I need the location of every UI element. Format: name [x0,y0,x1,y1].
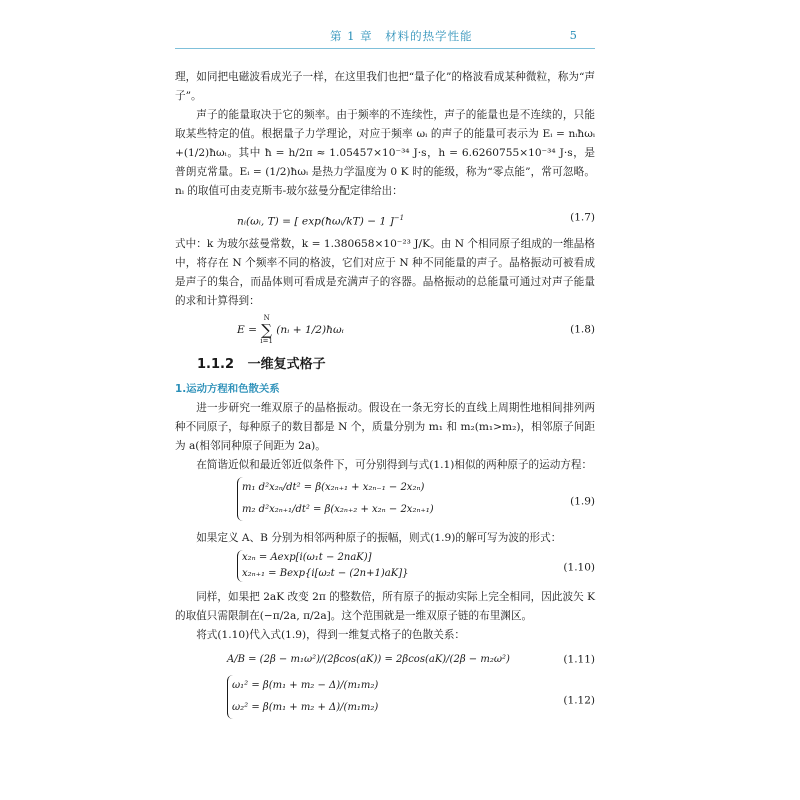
eq-1-12-number: (1.12) [563,694,595,707]
paragraph-1: 理，如同把电磁波看成光子一样，在这里我们也把“量子化”的格波看成某种微粒，称为“声子”。 [175,71,595,102]
chapter-title: 第 1 章 材料的热学性能 [330,29,473,43]
paragraph-7: 同样，如果把 2aK 改变 2π 的整数倍，所有原子的振动实际上完全相同，因此波矢 K 的取值只需限制在(−π/2a, π/2a]。这个范围就是一维双原子链的布里渊区。 [175,591,595,622]
eq-1-11-text: A/B = (2β − m₁ω²)/(2βcos(aK)) = 2βcos(aK)/(2β − m₂ω²) [227,654,510,665]
eq-1-10-row-2: x₂ₙ₊₁ = Bexp{i[ω₂t − (2n+1)aK]} [242,568,409,579]
eq-1-12-row-2: ω₂² = β(m₁ + m₂ + Δ)/(m₁m₂) [232,702,379,713]
eq-1-7-number: (1.7) [570,211,595,224]
page-body [175,68,595,729]
equation-1-7: nᵢ(ωᵢ, T) = [ exp(ħωᵢ/kT) − 1 ]$^{-1}$ (1.7) [175,203,595,233]
paragraph-3: 式中：k 为玻尔兹曼常数，k = 1.380658×10⁻²³ J/K。由 N 个相同原子组成的一维晶格中，将存在 N 个频率不同的格波，它们对应于 N 种不同能量的声子。晶格振动可被看成是声子的集合，而晶体则可看成是充满声子的容器。晶格振动的总能量可通过对声子能量的求和计算得到： [175,238,595,307]
section-title: 一维复式格子 [247,357,326,372]
equation-1-9 [175,477,595,527]
sum-sign-icon: ∑ [261,321,272,339]
section-heading [197,355,595,374]
paragraph-5: 在简谐近似和最近邻近似条件下，可分别得到与式(1.1)相似的两种原子的运动方程： [196,459,593,471]
eq-1-8-body: (nᵢ + 1/2)ħωᵢ [276,324,344,336]
equation-1-8 [175,313,595,347]
eq-1-8-sum-lower: i=1 [260,337,273,345]
eq-1-10-row-1: x₂ₙ = Aexp[i(ω₁t − 2naK)] [242,552,372,563]
eq-1-9-row-2: m₂ d²x₂ₙ₊₁/dt² = β(x₂ₙ₊₂ + x₂ₙ − 2x₂ₙ₊₁) [242,504,434,515]
paragraph-2: 声子的能量取决于它的频率。由于频率的不连续性，声子的能量也是不连续的，只能取某些特定的值。根据量子力学理论，对应于频率 ωᵢ 的声子的能量可表示为 Eᵢ = nᵢħωᵢ +(1/2)ħωᵢ。其中 ħ = h/2π ≈ 1.05457×10⁻³⁴ J·s，h = 6.6260755×10⁻³⁴ J·s，是普朗克常量。Eᵢ = (1/2)ħωᵢ 是热力学温度为 0 K 时的能级，称为“零点能”，常可忽略。nᵢ 的取值可由麦克斯韦-玻尔兹曼分配定律给出： [175,109,595,197]
eq-1-8-number: (1.8) [570,323,595,336]
eq-1-12-row-1: ω₁² = β(m₁ + m₂ − Δ)/(m₁m₂) [232,680,379,691]
eq-1-7-lhs: nᵢ(ωᵢ, T) = [237,215,292,228]
eq-1-7-bracket: exp(ħωᵢ/kT) − 1 [301,215,387,228]
header-rule [175,48,595,49]
eq-1-9-number: (1.9) [570,495,595,508]
equation-1-10 [175,550,595,586]
eq-1-7-exponent: −1 [393,214,405,222]
paragraph-6: 如果定义 A、B 分别为相邻两种原子的振幅，则式(1.9)的解可写为波的形式： [196,532,562,544]
eq-1-10-number: (1.10) [563,561,595,574]
eq-1-9-row-1: m₁ d²x₂ₙ/dt² = β(x₂ₙ₊₁ + x₂ₙ₋₁ − 2x₂ₙ) [242,482,425,493]
running-header [175,28,595,50]
equation-1-11 [175,647,595,673]
eq-1-8-sum-upper: N [263,314,270,322]
equation-1-12 [175,675,595,727]
page-number: 5 [569,28,577,42]
eq-1-8-lhs: E = [237,324,257,336]
paragraph-4: 进一步研究一维双原子的晶格振动。假设在一条无穷长的直线上周期性地相间排列两种不同原子，每种原子的数目都是 N 个，质量分别为 m₁ 和 m₂(m₁>m₂)，相邻原子间距为 a(相邻同种原子间距为 2a)。 [175,402,595,452]
paragraph-8: 将式(1.10)代入式(1.9)，得到一维复式格子的色散关系： [196,629,466,641]
section-number: 1.1.2 [197,357,235,372]
subsection-heading: 1.运动方程和色散关系 [175,383,280,395]
eq-1-11-number: (1.11) [563,653,595,666]
